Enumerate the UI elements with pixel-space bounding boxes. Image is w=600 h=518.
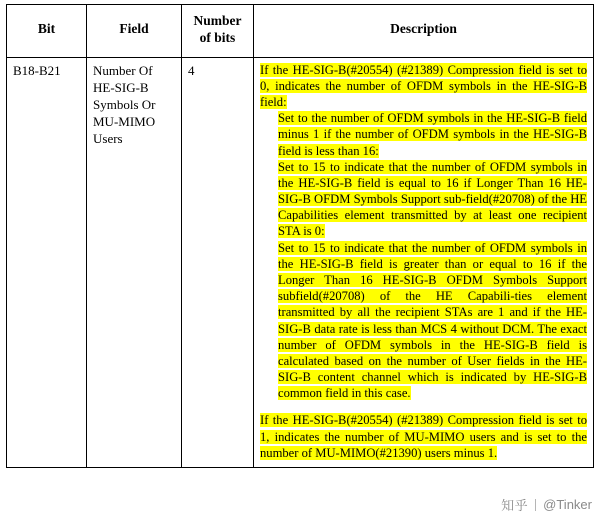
column-header-bit: Bit [7,5,87,58]
column-header-number-of-bits [182,5,254,58]
cell-bit-range: B18-B21 [7,57,87,467]
cell-field-name: Number Of HE-SIG-B Symbols Or MU-MIMO Users [87,57,182,467]
description-paragraph-2-text: Set to the number of OFDM symbols in the HE-SIG-B field minus 1 if the number of OFDM symbols in the HE-SIG-B field is less than 16: [278,111,587,158]
description-paragraph-1-text: If the HE-SIG-B(#20554) (#21389) Compression field is set to 0, indicates the number of OFDM symbols in the HE-SIG-B field: [260,62,587,110]
description-paragraph-5-text: If the HE-SIG-B(#20554) (#21389) Compression field is set to 1, indicates the number of MU-MIMO users and is set to the number of MU-MIMO(#21390) users minus 1. [260,413,587,460]
table-body [7,57,594,467]
column-header-description: Description [254,5,594,58]
document-page [0,4,600,518]
description-paragraph-5 [260,412,587,461]
description-paragraph-4 [260,240,587,402]
cell-description [254,57,594,467]
description-paragraph-1 [260,62,587,111]
column-header-number-of-bits-line1: Number [193,13,242,28]
description-paragraph-4-text: Set to 15 to indicate that the number of OFDM symbols in the HE-SIG-B field is greater than or equal to 16 if the Longer Than 16 HE-SIG-B OFDM Symbols Support subfield(#20708) of the HE Capabili-ties element transmitted by all the recipient STAs are 1 and if the HE-SIG-B data rate is less than MCS 4 without DCM. The exact number of OFDM symbols in the HE-SIG-B field is calculated based on the number of User fields in the HE-SIG-B content channel which is indicated by HE-SIG-B common field in this case. [278,240,587,401]
description-paragraph-2 [260,110,587,159]
description-paragraph-3 [260,159,587,240]
column-header-field: Field [87,5,182,58]
watermark [501,495,592,514]
table-header-row [7,5,594,58]
cell-number-of-bits: 4 [182,57,254,467]
table-row [7,57,594,467]
watermark-separator [535,499,536,511]
column-header-number-of-bits-line2: of bits [199,29,236,45]
spec-table [6,4,594,468]
description-spacer [260,401,587,412]
watermark-handle: @Tinker [543,497,592,512]
table-header [7,5,594,58]
watermark-site: 知乎 [501,498,529,513]
description-paragraph-3-text: Set to 15 to indicate that the number of OFDM symbols in the HE-SIG-B field is equal to 16 if Longer Than 16 HE-SIG-B OFDM Symbols Support sub-field(#20708) of the HE Capabilities element transmitted by at least one recipient STA is 0: [278,159,587,239]
